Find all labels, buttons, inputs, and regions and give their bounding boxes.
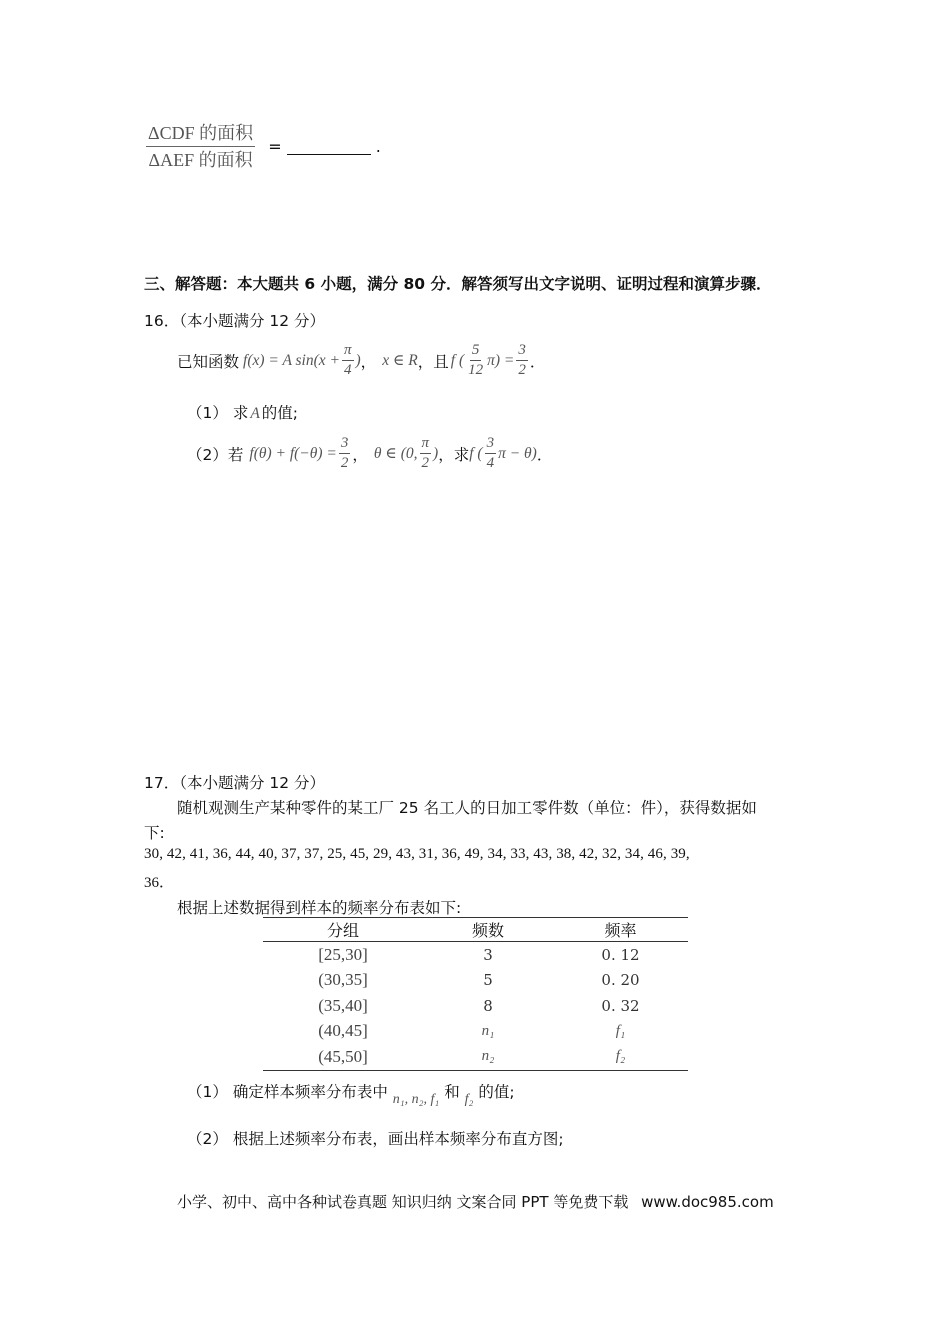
equals-sign: = [268, 137, 282, 156]
q17-data-line2: 36． [144, 875, 175, 891]
q17-part1 [187, 1080, 515, 1107]
section-3-title: 三、解答题：本大题共 6 小题，满分 80 分．解答须写出文字说明、证明过程和演算步骤． [144, 275, 772, 293]
three-halves-fraction [516, 343, 528, 378]
footer-link[interactable]: www.doc985.com [641, 1193, 774, 1211]
q16-and: ，且 [417, 352, 449, 371]
q16-close-paren: ) [355, 351, 361, 369]
table-row [263, 942, 688, 968]
q17-part1-label: （1） [187, 1083, 228, 1101]
q16-part1-text: 求 [232, 404, 249, 422]
q16-part2-tail: π − θ) [498, 444, 537, 462]
q16-part1-var: A [250, 405, 260, 422]
q16-part1-label: （1） [187, 404, 228, 422]
three-halves-fraction [339, 436, 351, 471]
footer-text: 小学、初中、高中各种试卷真题 知识归纳 文案合同 PPT 等免费下载 [177, 1193, 629, 1211]
three-quarters-fraction [485, 436, 497, 471]
frequency-cell: 0. 12 [601, 945, 640, 964]
frequency-distribution-table [263, 917, 688, 1071]
pi-over-4-fraction [342, 343, 354, 378]
q16-given-prefix: 已知函数 [177, 352, 240, 371]
group-cell: (30,35] [318, 970, 368, 990]
five-twelfths-fraction [466, 343, 485, 378]
q16-part2-label: （2） [187, 445, 228, 464]
table-row [263, 993, 688, 1019]
q16-part2-theta: θ ∈ (0, [373, 445, 418, 462]
fraction-numerator: 3 [339, 436, 351, 454]
pi-over-2-fraction [420, 436, 432, 471]
frequency-cell: 0. 32 [601, 996, 640, 1015]
frequency-cell: f₂ [553, 1044, 688, 1070]
q17-part1-and: 和 [444, 1083, 460, 1101]
q16-domain: x ∈ R [382, 352, 418, 369]
q17-part1-text: 确定样本频率分布表中 [232, 1083, 388, 1101]
q17-intro-line2: 下: [144, 824, 165, 842]
fraction-numerator: 5 [470, 343, 482, 361]
frequency-table-wrap [263, 917, 688, 1071]
fraction-denominator: 4 [486, 455, 495, 471]
q16-part2-end: ． [536, 445, 553, 464]
frequency-cell: 0. 20 [601, 971, 640, 990]
q17-table-intro: 根据上述数据得到样本的频率分布表如下: [177, 899, 462, 917]
q17-part1-vars: n₁, n₂, f₁ [392, 1092, 440, 1107]
ratio-denominator: ΔAEF 的面积 [148, 150, 253, 170]
table-row [263, 1019, 688, 1045]
table-row [263, 1044, 688, 1070]
q16-part2-close: ) [433, 444, 439, 462]
q16-part2-expr: f(θ) + f(−θ) = [249, 444, 337, 462]
ratio-period: . [375, 137, 381, 156]
fraction-denominator: 2 [518, 362, 526, 378]
q16-part2 [187, 436, 552, 471]
q16-part2-ask: ，求 [438, 445, 470, 464]
q16-part2-comma: ， [352, 445, 368, 464]
q17-part2 [187, 1127, 564, 1149]
fraction-denominator: 2 [421, 455, 430, 471]
frequency-cell: f₁ [615, 1022, 626, 1039]
group-cell: (35,40] [318, 995, 368, 1015]
q16-f-open: f ( [450, 351, 465, 369]
answer-blank[interactable] [287, 138, 371, 155]
q17-intro-line1: 随机观测生产某种零件的某工厂 25 名工人的日加工零件数（单位：件），获得数据如 [177, 799, 757, 817]
group-cell: (40,45] [318, 1021, 368, 1041]
q16-part1-suffix: 的值; [261, 404, 299, 422]
q17-part1-suffix: 的值; [478, 1083, 515, 1101]
q17-header: 17．（本小题满分 12 分） [144, 774, 326, 792]
table-header-row [263, 918, 688, 942]
column-header-group: 分组 [263, 918, 423, 942]
q16-function-expr: f(x) = A sin(x + [243, 351, 340, 369]
count-cell: 3 [483, 945, 493, 964]
q16-given [177, 343, 545, 378]
fraction-numerator: 3 [485, 436, 497, 454]
fraction-denominator: 2 [340, 455, 349, 471]
ratio-numerator: ΔCDF 的面积 [146, 124, 255, 147]
group-cell: [25,30] [318, 944, 368, 964]
count-cell: n₁ [481, 1022, 495, 1039]
footer [177, 1191, 774, 1212]
fraction-numerator: π [420, 436, 432, 454]
q17-part2-text: 根据上述频率分布表，画出样本频率分布直方图; [232, 1130, 564, 1148]
count-cell: 8 [483, 996, 493, 1015]
fraction-numerator: 3 [516, 343, 528, 361]
q17-part2-label: （2） [187, 1130, 228, 1148]
fraction-denominator: 4 [343, 362, 352, 378]
q17-part1-f2: f₂ [464, 1092, 474, 1107]
table-row [263, 968, 688, 994]
column-header-frequency: 频率 [553, 918, 688, 942]
column-header-count: 频数 [423, 918, 553, 942]
q16-end: ． [529, 352, 546, 371]
q16-part2-if: 若 [227, 445, 244, 464]
ratio-blank-question [144, 124, 381, 169]
count-cell: n₂ [423, 1044, 553, 1070]
count-cell: 5 [483, 971, 493, 990]
fraction-numerator: π [342, 343, 354, 361]
q16-header: 16．（本小题满分 12 分） [144, 312, 326, 330]
q16-comma: ， [360, 352, 377, 371]
group-cell: (45,50] [263, 1044, 423, 1070]
q17-data-line1: 30, 42, 41, 36, 44, 40, 37, 37, 25, 45, 29, 43, 31, 36, 49, 34, 33, 43, 38, 42, 32, 34, 46, 39, [144, 846, 690, 862]
q16-part1 [187, 401, 298, 423]
fraction-denominator: 12 [468, 362, 484, 378]
q16-part2-f: f ( [469, 444, 483, 462]
q16-pi-close: π) = [487, 351, 515, 369]
area-ratio-fraction [146, 124, 255, 169]
